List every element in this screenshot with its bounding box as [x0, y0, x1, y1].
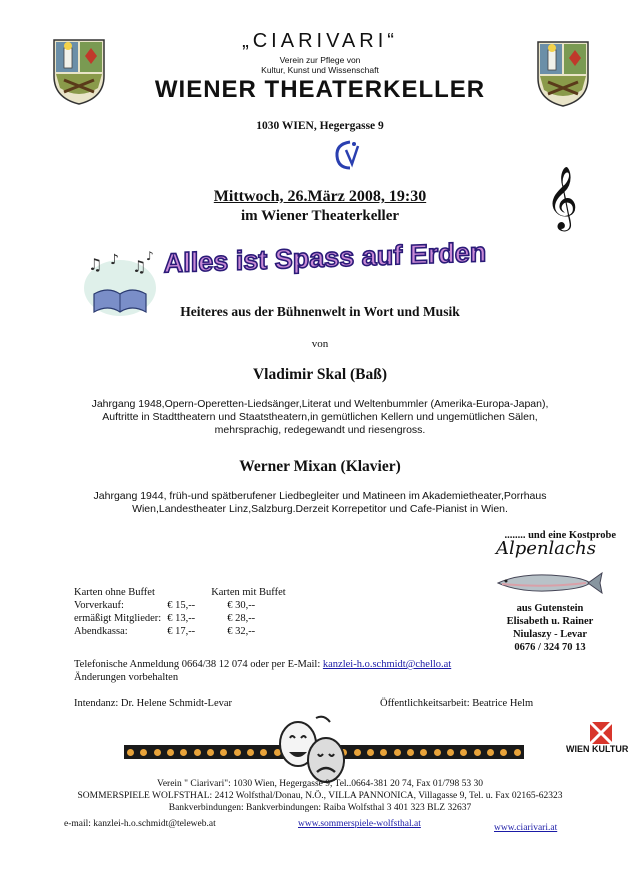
phone-registration — [74, 659, 451, 670]
theater-title: WIENER THEATERKELLER — [154, 76, 486, 103]
intendanz: Intendanz: Dr. Helene Schmidt-Levar — [74, 698, 233, 709]
kostprobe-phone: 0676 / 324 70 13 — [514, 642, 586, 653]
price-with: € 30,-- — [227, 600, 256, 611]
price-with: € 32,-- — [227, 626, 256, 637]
ciarivari-logo-icon — [332, 138, 362, 172]
bio-line: Wien,Landestheater Linz,Salzburg.Derzeit Korrepetitor und Cafe-Pianist in Wien. — [132, 503, 508, 515]
public-relations: Öffentlichkeitsarbeit: Beatrice Helm — [380, 698, 534, 709]
svg-text:♪: ♪ — [110, 252, 119, 268]
wien-kultur-logo-icon — [564, 720, 629, 768]
footer-sommerspiele: SOMMERSPIELE WOLFSTHAL: 2412 Wolfsthal/Donau, N.Ö., VILLA PANNONICA, Villagasse 9, Tel. u. Fax 02165-62323 — [77, 791, 563, 801]
footer-bank: Bankverbindungen: Bankverbindungen: Raiba Wolfsthal 3 401 323 BLZ 32637 — [168, 803, 472, 813]
event-motto — [163, 237, 487, 288]
footer-website-ciarivari[interactable]: www.ciarivari.at — [494, 823, 558, 833]
price-label: Abendkassa: — [74, 626, 128, 637]
price-label: ermäßigt Mitglieder: — [74, 613, 162, 624]
price-label: Vorverkauf: — [74, 600, 124, 611]
kostprobe-names: Elisabeth u. Rainer — [506, 616, 594, 627]
von-label: von — [311, 338, 329, 350]
event-date: Mittwoch, 26.März 2008, 19:30 — [213, 188, 427, 205]
performer-1-bio — [0, 398, 640, 437]
price-without: € 15,-- — [167, 600, 196, 611]
bio-line: Jahrgang 1944, früh-und spätberufener Liedbegleiter und Matineen im Akademietheater,Porrhaus — [93, 490, 547, 502]
price-header-with: Karten mit Buffet — [211, 587, 286, 598]
kostprobe-family: Niulaszy - Levar — [512, 629, 588, 640]
org-subtitle-1: Verein zur Pflege von — [279, 55, 361, 65]
svg-text:♫: ♫ — [88, 255, 103, 274]
price-with: € 28,-- — [227, 613, 256, 624]
email-link[interactable]: kanzlei-h.o.schmidt@chello.at — [322, 659, 452, 670]
treble-clef-icon: 𝄞 — [546, 166, 578, 229]
bio-line: mehrsprachig, redegewandt und riesengross. — [214, 424, 426, 436]
org-name: „CIARIVARI“ — [242, 30, 398, 52]
price-header-without: Karten ohne Buffet — [74, 587, 155, 598]
table-row — [74, 612, 292, 625]
event-motto-text: Alles ist Spass auf Erden — [163, 237, 487, 279]
fish-icon — [492, 568, 604, 598]
event-subtitle: Heiteres aus der Bühnenwelt in Wort und Musik — [180, 304, 460, 319]
bio-line: Auftritte in Stadttheatern und Staatstheatern,in gemütlichen Kellern und ungemütlichen Sälen, — [102, 411, 538, 423]
kostprobe-title: ........ und eine Kostprobe — [504, 530, 616, 541]
footer-website-sommerspiele[interactable]: www.sommerspiele-wolfsthal.at — [298, 819, 421, 829]
wien-kultur-text: WIEN KULTUR — [566, 744, 629, 754]
price-table — [74, 586, 292, 638]
theater-address: 1030 WIEN, Hegergasse 9 — [256, 120, 384, 132]
price-without: € 13,-- — [167, 613, 196, 624]
footer-email: e-mail: kanzlei-h.o.schmidt@teleweb.at — [64, 819, 216, 829]
svg-text:♫: ♫ — [132, 257, 147, 276]
table-row — [74, 625, 292, 638]
kostprobe-from: aus Gutenstein — [516, 603, 584, 614]
price-without: € 17,-- — [167, 626, 196, 637]
performer-2-name: Werner Mixan (Klavier) — [239, 458, 401, 475]
bio-line: Jahrgang 1948,Opern-Operetten-Liedsänger,Literat und Weltenbummler (Amerika-Europa-Japan), — [91, 398, 549, 410]
performer-1-name: Vladimir Skal (Baß) — [252, 366, 388, 383]
event-venue: im Wiener Theaterkeller — [240, 208, 400, 224]
svg-text:♪: ♪ — [146, 249, 154, 263]
changes-note: Änderungen vorbehalten — [74, 672, 179, 683]
footer-address: Verein " Ciarivari": 1030 Wien, Hegergasse 9, Tel..0664-381 20 74, Fax 01/798 53 30 — [157, 779, 483, 789]
alpenlachs-signature: Alpenlachs — [496, 538, 596, 559]
table-row — [74, 599, 292, 612]
org-subtitle-2: Kultur, Kunst und Wissenschaft — [261, 65, 379, 75]
performer-2-bio — [0, 490, 640, 516]
registration-text: Telefonische Anmeldung 0664/38 12 074 oder per E-Mail: — [74, 659, 323, 670]
